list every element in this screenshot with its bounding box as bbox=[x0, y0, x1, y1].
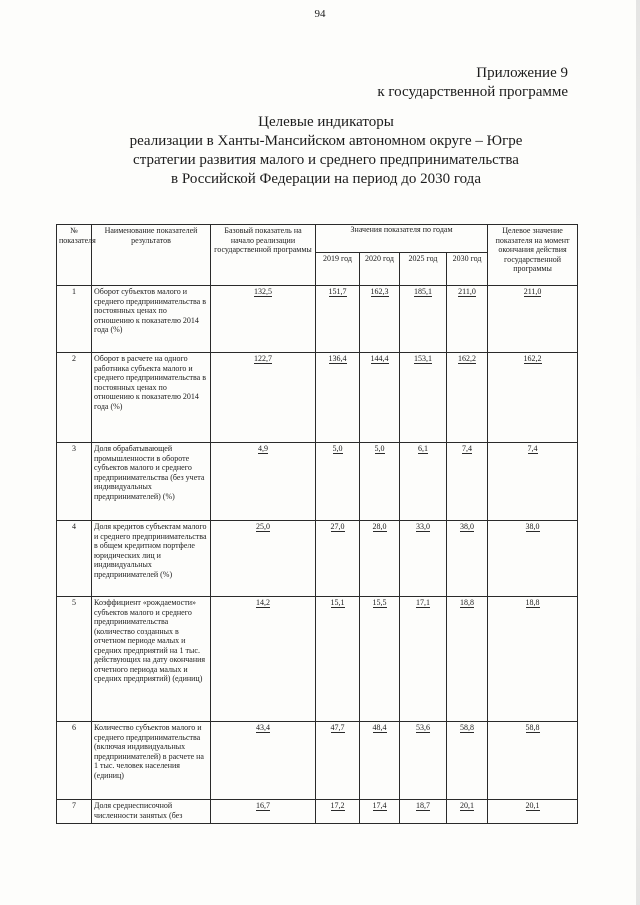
header-year-2025: 2025 год bbox=[400, 252, 447, 285]
row-value-2030: 58,8 bbox=[447, 722, 488, 800]
table-row bbox=[57, 722, 578, 800]
row-value-2025: 185,1 bbox=[400, 286, 447, 353]
appendix-line-2: к государственной программе bbox=[377, 84, 568, 100]
row-value-2020: 144,4 bbox=[360, 353, 400, 443]
row-number: 5 bbox=[57, 597, 92, 722]
row-name: Количество субъектов малого и среднего предпринимательства (включая индивидуальных предпринимателей) в расчете на 1 тыс. человек населения (единиц) bbox=[92, 722, 211, 800]
row-target-value: 20,1 bbox=[488, 800, 578, 824]
row-value-2019: 27,0 bbox=[316, 521, 360, 597]
row-value-2025: 153,1 bbox=[400, 353, 447, 443]
header-name: Наименование показателей результатов bbox=[92, 225, 211, 286]
row-number: 1 bbox=[57, 286, 92, 353]
row-name: Оборот субъектов малого и среднего предпринимательства в постоянных ценах по отношению к показателю 2014 года (%) bbox=[92, 286, 211, 353]
header-number: № показателя bbox=[57, 225, 92, 286]
table-row bbox=[57, 353, 578, 443]
header-year-2030: 2030 год bbox=[447, 252, 488, 285]
header-base: Базовый показатель на начало реализации государственной программы bbox=[211, 225, 316, 286]
row-value-2030: 211,0 bbox=[447, 286, 488, 353]
row-value-2020: 48,4 bbox=[360, 722, 400, 800]
row-base-value: 122,7 bbox=[211, 353, 316, 443]
row-name: Доля обрабатывающей промышленности в обороте субъектов малого и среднего предпринимательства (без учета индивидуальных предпринимателей) (%) bbox=[92, 443, 211, 521]
scan-edge-shadow bbox=[636, 0, 640, 905]
row-value-2025: 53,6 bbox=[400, 722, 447, 800]
row-base-value: 132,5 bbox=[211, 286, 316, 353]
row-base-value: 43,4 bbox=[211, 722, 316, 800]
row-name: Доля кредитов субъектам малого и среднего предпринимательства в общем кредитном портфеле юридических лиц и индивидуальных предпринимателей (%) bbox=[92, 521, 211, 597]
row-value-2019: 151,7 bbox=[316, 286, 360, 353]
title-line-4: в Российской Федерации на период до 2030 года bbox=[171, 171, 481, 187]
row-value-2019: 15,1 bbox=[316, 597, 360, 722]
header-values-group: Значения показателя по годам bbox=[316, 225, 488, 253]
row-name: Доля среднесписочной численности занятых (без bbox=[92, 800, 211, 824]
row-value-2030: 7,4 bbox=[447, 443, 488, 521]
row-value-2025: 33,0 bbox=[400, 521, 447, 597]
row-value-2019: 17,2 bbox=[316, 800, 360, 824]
row-target-value: 162,2 bbox=[488, 353, 578, 443]
row-base-value: 16,7 bbox=[211, 800, 316, 824]
row-value-2030: 18,8 bbox=[447, 597, 488, 722]
row-value-2019: 136,4 bbox=[316, 353, 360, 443]
indicators-table bbox=[56, 224, 578, 824]
row-value-2020: 17,4 bbox=[360, 800, 400, 824]
title-line-1: Целевые индикаторы bbox=[258, 114, 394, 130]
row-value-2020: 5,0 bbox=[360, 443, 400, 521]
row-value-2030: 20,1 bbox=[447, 800, 488, 824]
header-target: Целевое значение показателя на момент окончания действия государственной программы bbox=[488, 225, 578, 286]
header-year-2020: 2020 год bbox=[360, 252, 400, 285]
table-row bbox=[57, 286, 578, 353]
page-number: 94 bbox=[314, 8, 326, 20]
row-value-2020: 15,5 bbox=[360, 597, 400, 722]
row-target-value: 58,8 bbox=[488, 722, 578, 800]
row-base-value: 14,2 bbox=[211, 597, 316, 722]
row-value-2025: 6,1 bbox=[400, 443, 447, 521]
row-base-value: 4,9 bbox=[211, 443, 316, 521]
row-value-2025: 17,1 bbox=[400, 597, 447, 722]
header-year-2019: 2019 год bbox=[316, 252, 360, 285]
document-title bbox=[86, 113, 566, 189]
row-value-2020: 162,3 bbox=[360, 286, 400, 353]
row-number: 7 bbox=[57, 800, 92, 824]
table-row bbox=[57, 800, 578, 824]
row-base-value: 25,0 bbox=[211, 521, 316, 597]
row-number: 3 bbox=[57, 443, 92, 521]
row-value-2019: 5,0 bbox=[316, 443, 360, 521]
row-name: Коэффициент «рождаемости» субъектов малого и среднего предпринимательства (количество созданных в отчетном периоде малых и средних предприятий на 1 тыс. действующих на дату окончания отчетного периода малых и средних предприятий) (единиц) bbox=[92, 597, 211, 722]
table-header-row bbox=[57, 225, 578, 253]
row-number: 4 bbox=[57, 521, 92, 597]
row-value-2025: 18,7 bbox=[400, 800, 447, 824]
row-number: 2 bbox=[57, 353, 92, 443]
table-row bbox=[57, 597, 578, 722]
row-target-value: 7,4 bbox=[488, 443, 578, 521]
appendix-caption bbox=[377, 64, 568, 102]
row-value-2019: 47,7 bbox=[316, 722, 360, 800]
row-name: Оборот в расчете на одного работника субъекта малого и среднего предпринимательства в постоянных ценах по отношению к показателю 2014 года (%) bbox=[92, 353, 211, 443]
table-row bbox=[57, 521, 578, 597]
row-value-2030: 38,0 bbox=[447, 521, 488, 597]
row-value-2030: 162,2 bbox=[447, 353, 488, 443]
row-number: 6 bbox=[57, 722, 92, 800]
appendix-line-1: Приложение 9 bbox=[476, 65, 568, 81]
row-target-value: 38,0 bbox=[488, 521, 578, 597]
table-row bbox=[57, 443, 578, 521]
title-line-2: реализации в Ханты-Мансийском автономном округе – Югре bbox=[129, 133, 523, 149]
row-target-value: 18,8 bbox=[488, 597, 578, 722]
row-value-2020: 28,0 bbox=[360, 521, 400, 597]
row-target-value: 211,0 bbox=[488, 286, 578, 353]
title-line-3: стратегии развития малого и среднего предпринимательства bbox=[133, 152, 519, 168]
